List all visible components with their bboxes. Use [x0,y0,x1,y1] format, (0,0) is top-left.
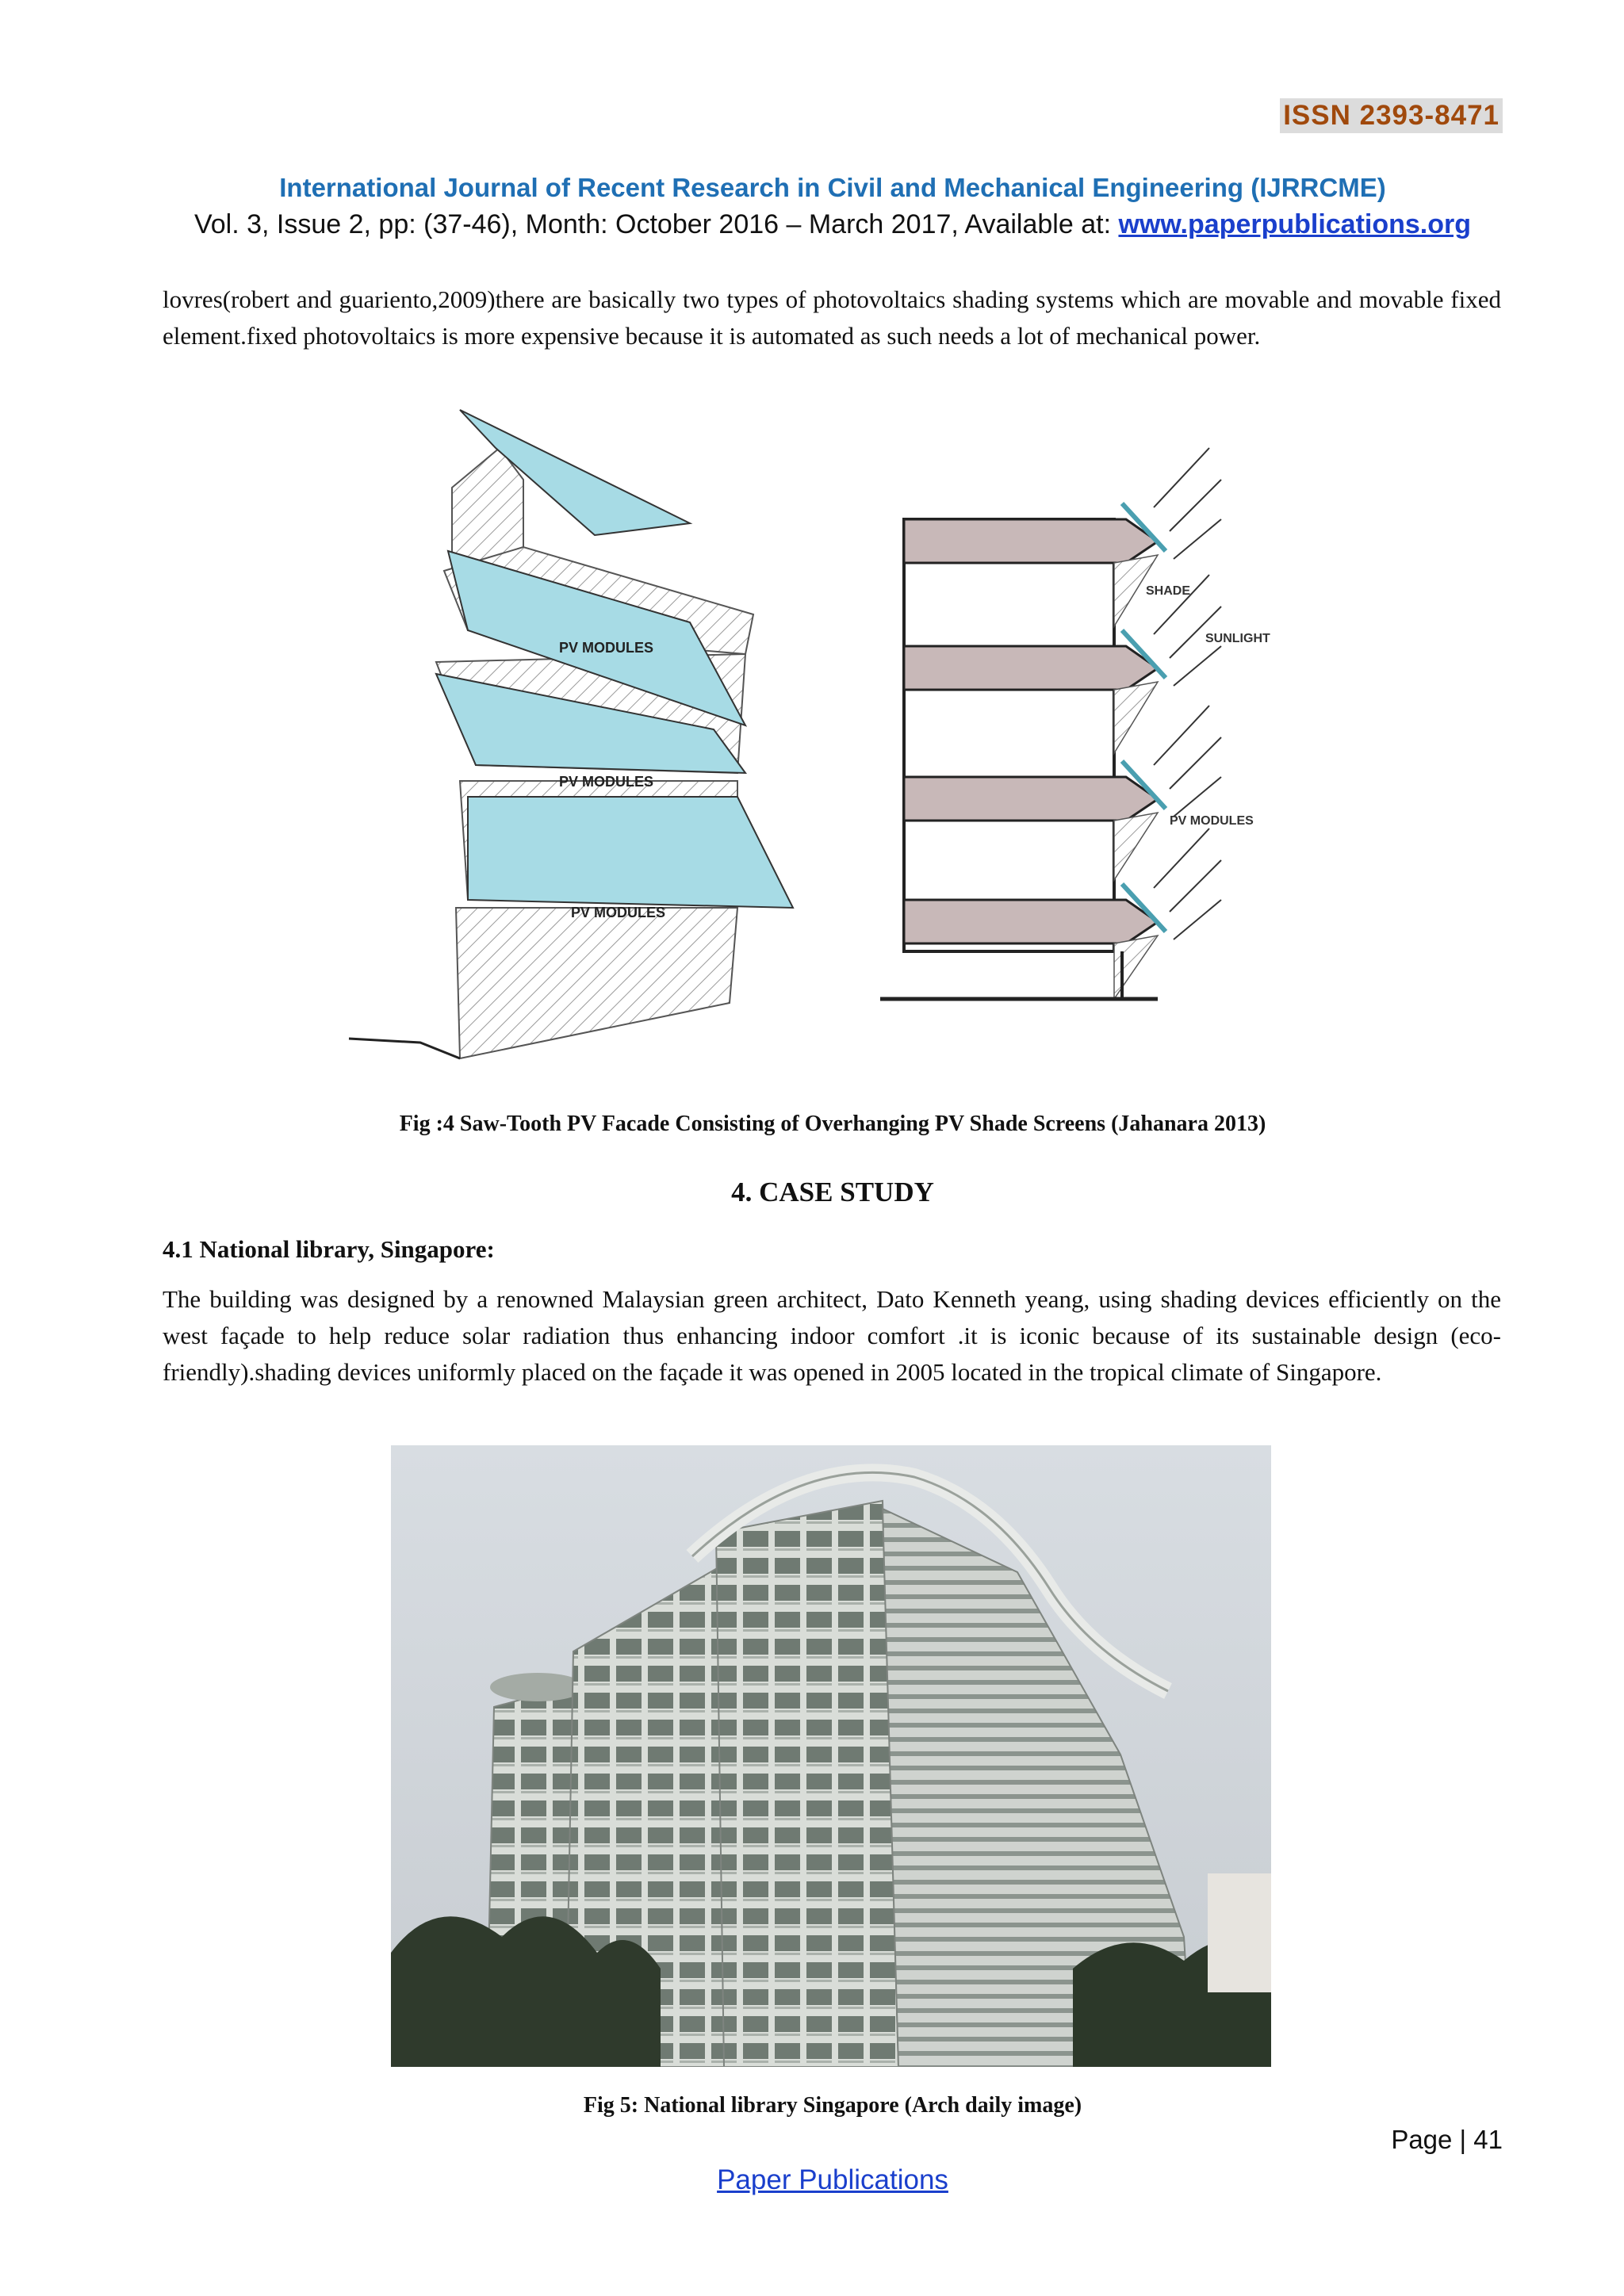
figure-5-caption: Fig 5: National library Singapore (Arch daily image) [583,2093,1082,2118]
case-study-paragraph: The building was designed by a renowned Malaysian green architect, Dato Kenneth yeang, using shading devices efficiently on the west façade to help reduce solar radiation thus enhancing indoor comfort .it is iconic because of its sustainable design (eco-friendly).shading devices uniformly placed on the façade it was opened in 2005 located in the tropical climate of Singapore. [163,1285,1501,1386]
subsection-heading: 4.1 National library, Singapore: [163,1235,495,1263]
figure-4-caption: Fig :4 Saw-Tooth PV Facade Consisting of Overhanging PV Shade Screens (Jahanara 2013) [399,1112,1266,1136]
section-heading: 4. CASE STUDY [731,1177,934,1207]
page-number: Page | 41 [1391,2125,1503,2154]
sunlight-label: SUNLIGHT [1205,632,1270,645]
website-link[interactable]: www.paperpublications.org [1118,209,1472,239]
issn-label: ISSN 2393-8471 [1280,98,1503,133]
section-overhang-diagram [880,448,1270,999]
volume-text: Vol. 3, Issue 2, pp: (37-46), Month: October 2016 – March 2017, Available at: [193,209,1119,239]
journal-title: International Journal of Recent Research in Civil and Mechanical Engineering (IJRRCME) [279,173,1386,202]
intro-paragraph: lovres(robert and guariento,2009)there are basically two types of photovoltaics shading systems which are movable and movable fixed element.fixed photovoltaics is more expensive because it is automated as such needs a lot of mechanical power. [163,285,1501,350]
saw-tooth-facade [349,410,793,1058]
national-library-photo [391,1445,1271,2067]
pv-modules-label-right: PV MODULES [1170,814,1254,828]
pv-modules-label-3: PV MODULES [571,905,666,920]
figure-4-diagram [341,400,1293,1090]
volume-info [0,209,1624,240]
pv-modules-label-1: PV MODULES [559,640,654,656]
shade-label: SHADE [1146,584,1191,598]
pv-modules-label-2: PV MODULES [559,774,654,790]
publisher-link[interactable]: Paper Publications [717,2164,948,2195]
